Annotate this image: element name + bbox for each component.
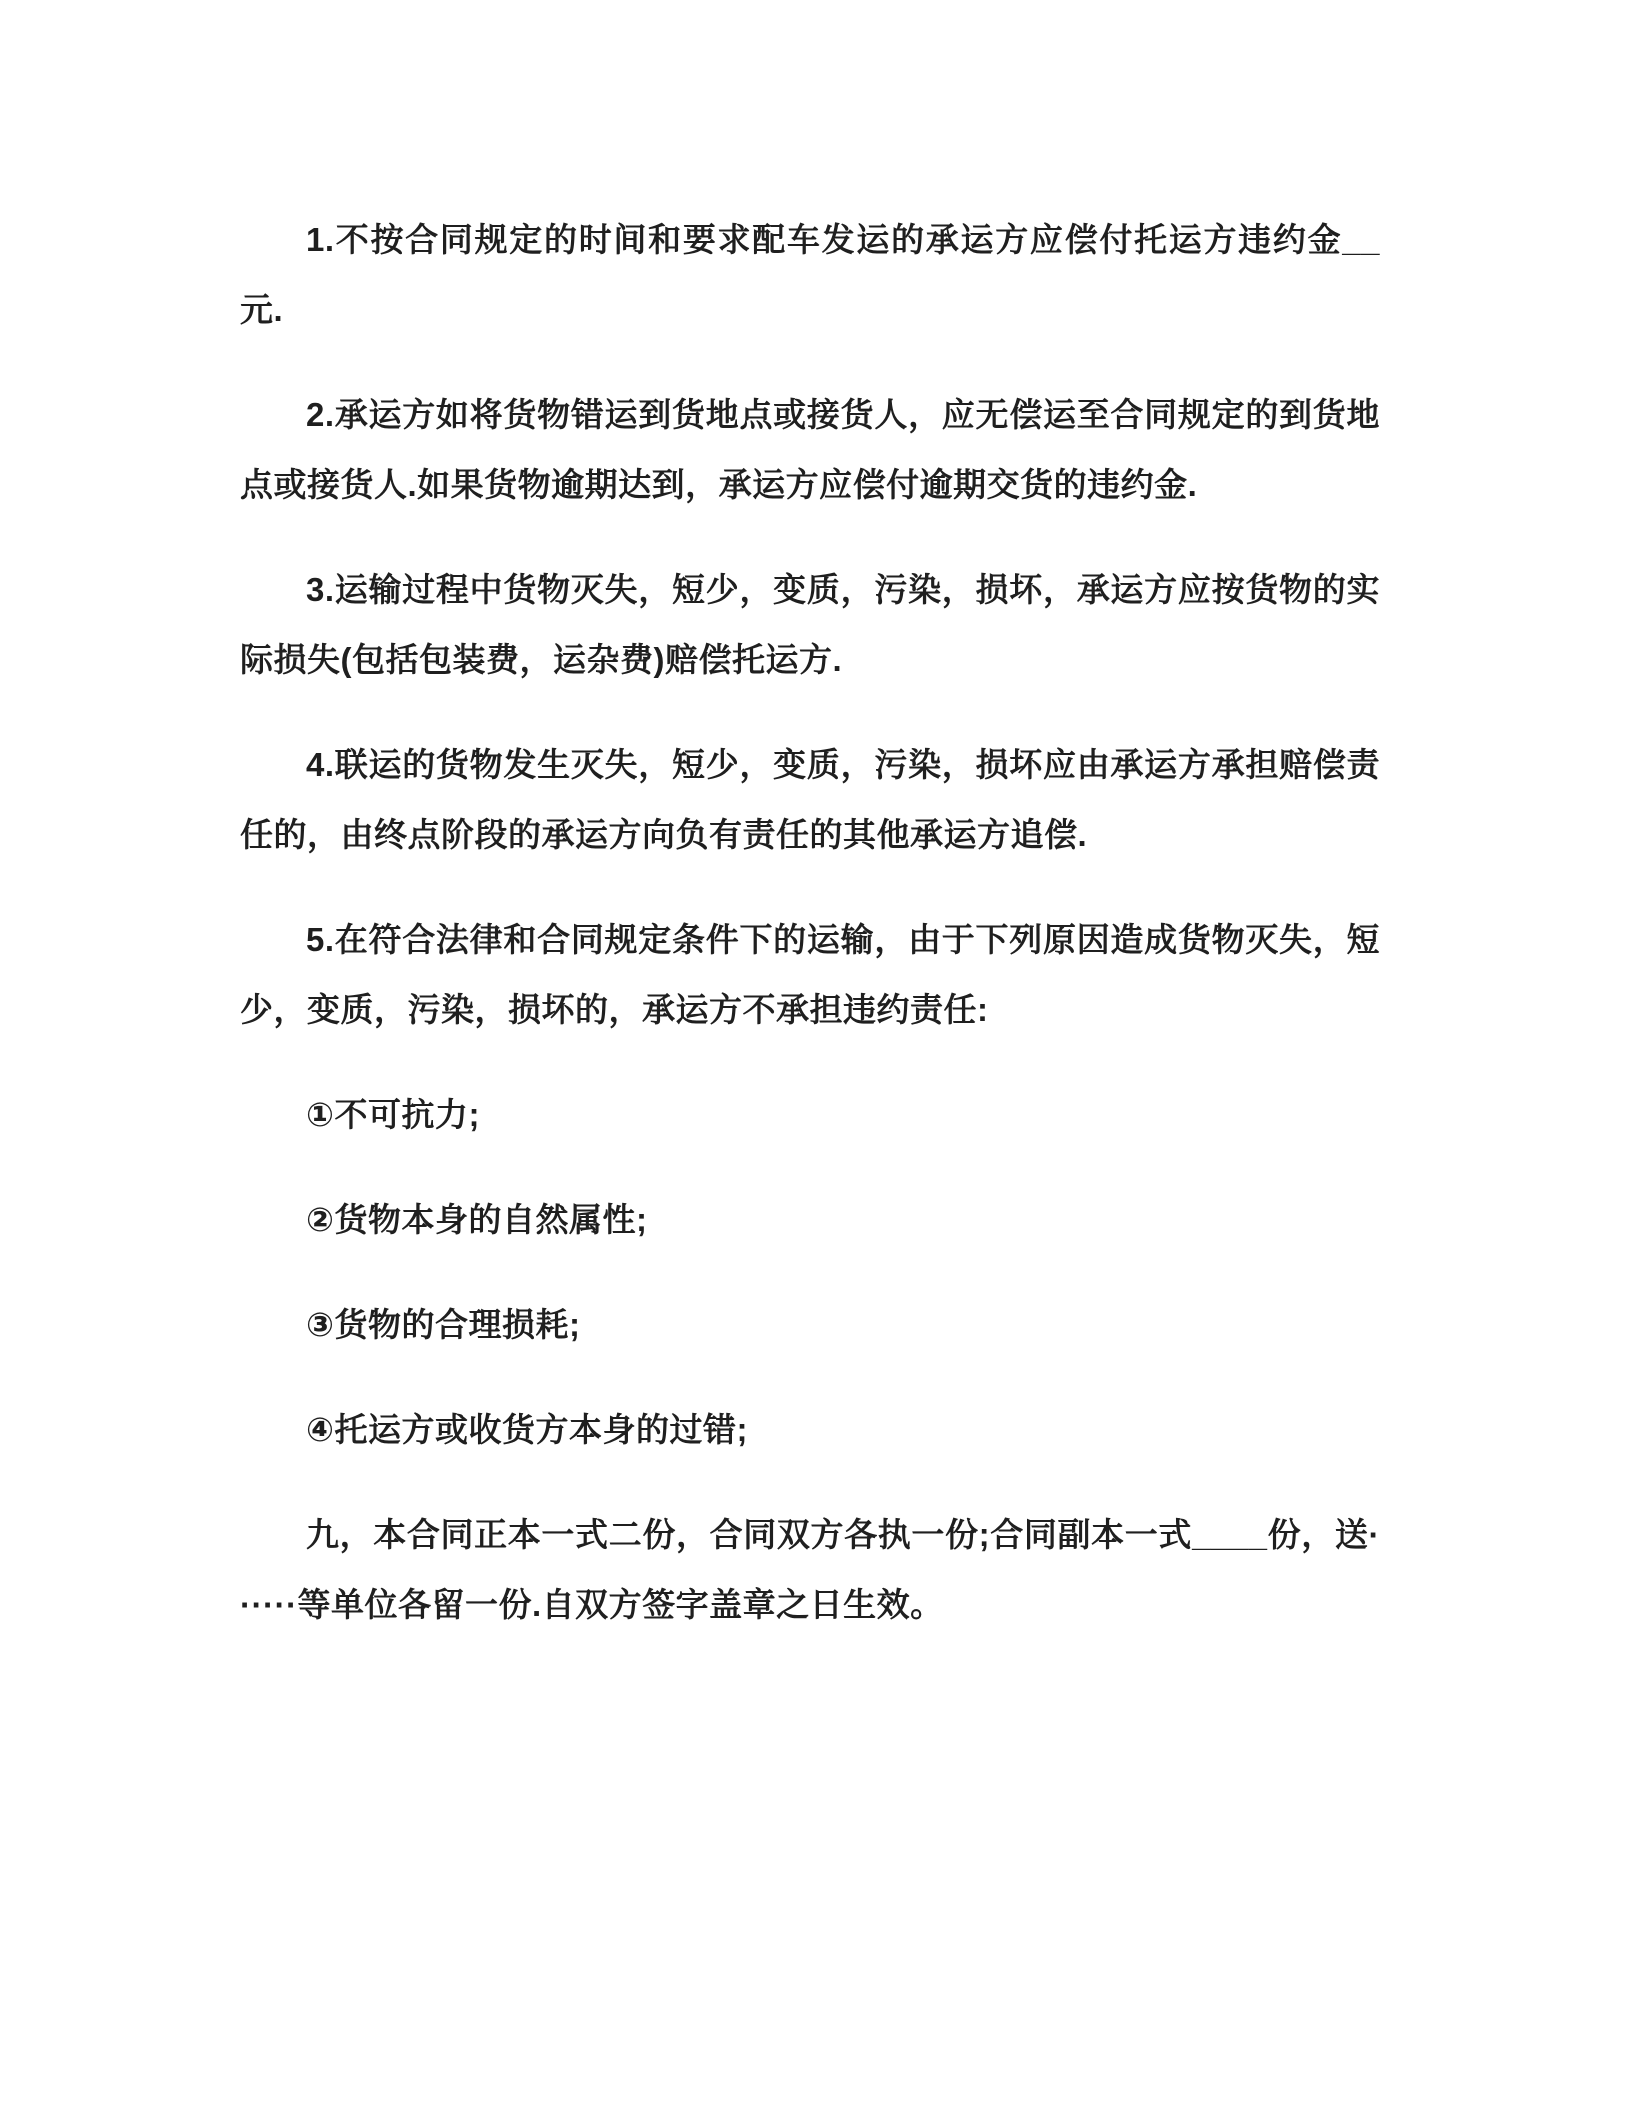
clause-5-item-4: ④托运方或收货方本身的过错; — [306, 1411, 748, 1448]
clause-1: 1.不按合同规定的时间和要求配车发运的承运方应偿付托运方违约金__元. — [240, 221, 1380, 328]
clause-5-item-3: ③货物的合理损耗; — [306, 1306, 581, 1343]
closing-clause: 九，本合同正本一式二份，合同双方各执一份;合同副本一式____份，送······等单位各留一份.自双方签字盖章之日生效。 — [240, 1516, 1380, 1623]
clause-5-item-2: ②货物本身的自然属性; — [306, 1201, 648, 1238]
clause-5: 5.在符合法律和合同规定条件下的运输，由于下列原因造成货物灭失，短少，变质，污染，损坏的，承运方不承担违约责任: — [240, 921, 1380, 1028]
clause-2: 2.承运方如将货物错运到货地点或接货人，应无偿运至合同规定的到货地点或接货人.如果货物逾期达到，承运方应偿付逾期交货的违约金. — [240, 396, 1380, 503]
clause-3: 3.运输过程中货物灭失，短少，变质，污染，损坏，承运方应按货物的实际损失(包括包装费，运杂费)赔偿托运方. — [240, 571, 1380, 678]
clause-5-item-1: ①不可抗力; — [306, 1096, 480, 1133]
clause-4: 4.联运的货物发生灭失，短少，变质，污染，损坏应由承运方承担赔偿责任的，由终点阶段的承运方向负有责任的其他承运方追偿. — [240, 746, 1380, 853]
